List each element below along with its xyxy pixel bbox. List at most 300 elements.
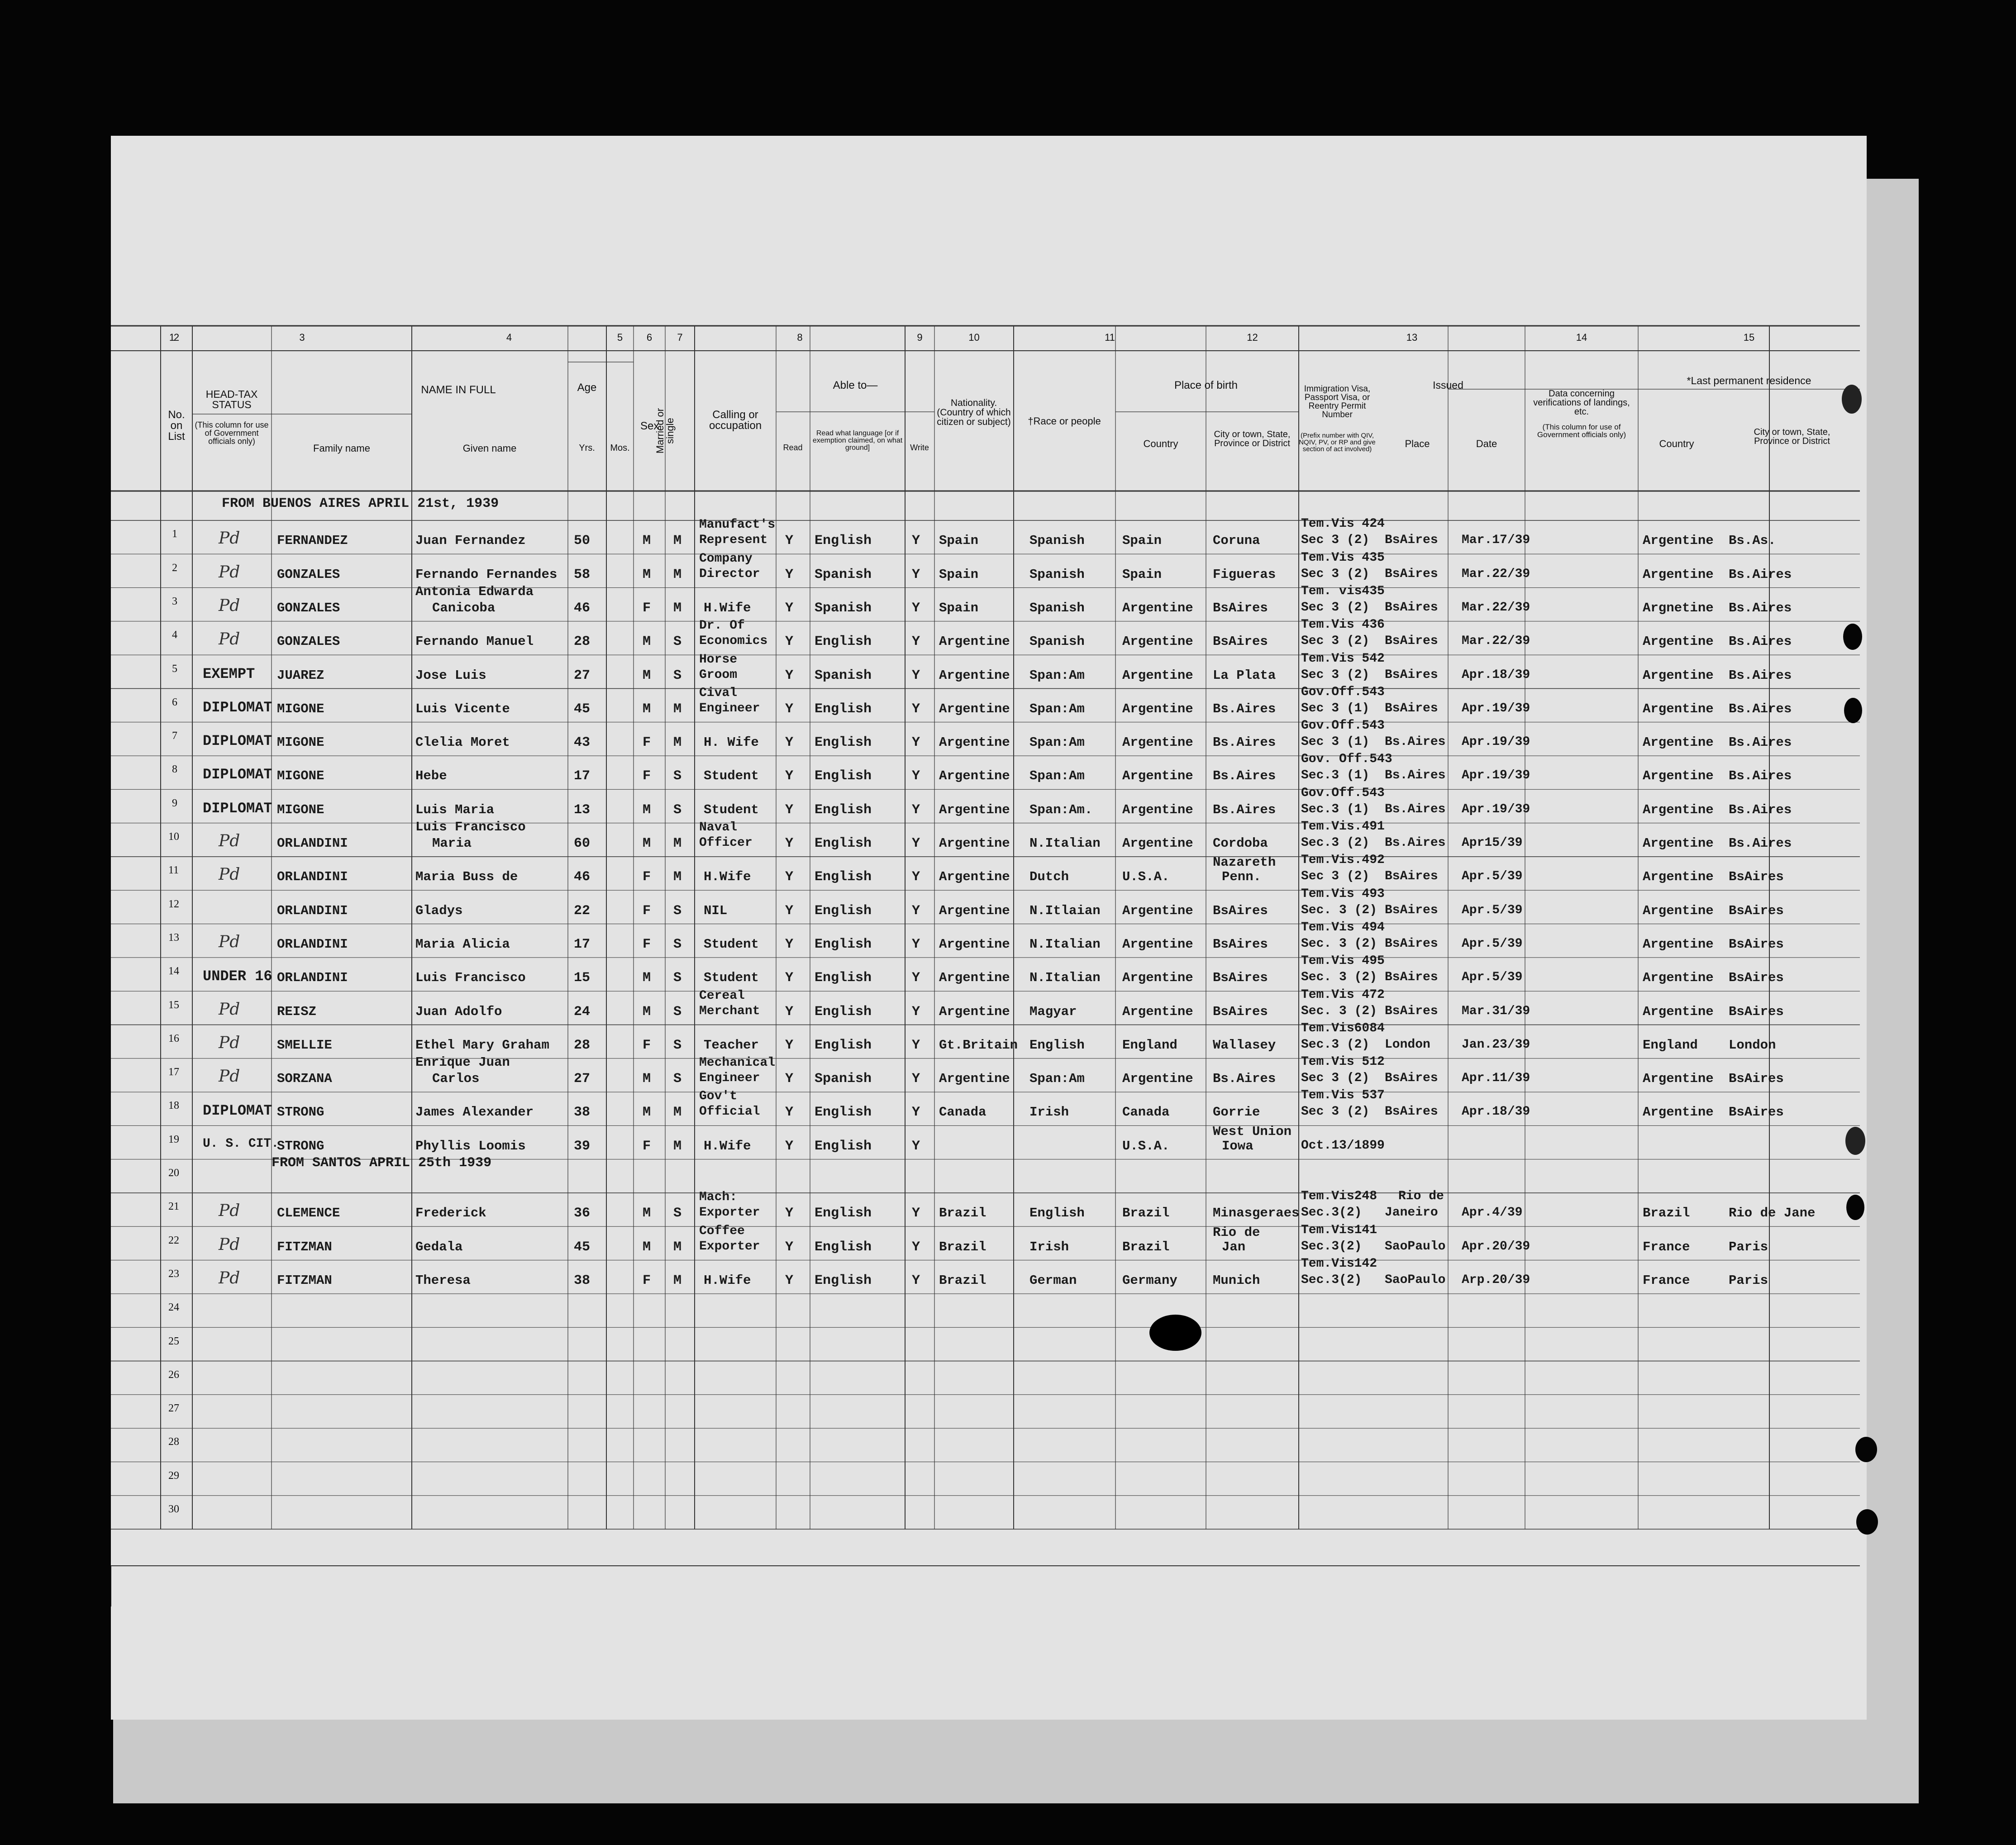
row-number: 6 bbox=[172, 696, 177, 708]
birth-country: Argentine bbox=[1122, 970, 1193, 986]
nationality: Argentine bbox=[939, 735, 1010, 750]
row-number: 20 bbox=[168, 1167, 179, 1179]
nationality: Argentine bbox=[939, 903, 1010, 918]
visa-section: Sec. 3 (2) bbox=[1301, 903, 1377, 917]
row-number: 16 bbox=[168, 1032, 179, 1044]
occupation: H.Wife bbox=[704, 869, 751, 885]
nationality: Spain bbox=[939, 567, 979, 582]
given-name: Fernando Fernandes bbox=[415, 567, 558, 582]
visa-number: Tem.Vis 472 bbox=[1301, 987, 1385, 1002]
column-number: 15 bbox=[1743, 332, 1755, 343]
can-read: Y bbox=[785, 936, 794, 952]
column-number: 8 bbox=[797, 332, 803, 343]
occupation: Company bbox=[699, 551, 753, 566]
residence-city: Bs.Aires bbox=[1729, 600, 1792, 615]
marital-status: S bbox=[673, 634, 682, 650]
visa-number: Gov.Off.543 bbox=[1301, 685, 1385, 699]
can-write: Y bbox=[912, 869, 920, 885]
family-name: SMELLIE bbox=[277, 1037, 332, 1053]
age-years: 38 bbox=[574, 1273, 591, 1288]
head-tax-status: DIPLOMAT bbox=[203, 800, 272, 817]
residence-country: Argentine bbox=[1643, 802, 1714, 817]
header-no-on-list: No. on List bbox=[168, 409, 185, 443]
punch-hole bbox=[1844, 698, 1862, 723]
issued-date: Apr.5/39 bbox=[1462, 869, 1523, 884]
marital-status: M bbox=[673, 1273, 682, 1288]
column-number: 6 bbox=[646, 332, 653, 343]
column-number: 5 bbox=[617, 332, 623, 343]
occupation: Cival bbox=[699, 686, 738, 700]
visa-section: Sec 3 (1) bbox=[1301, 735, 1370, 749]
row-number: 9 bbox=[172, 797, 177, 809]
residence-city: Bs.Aires bbox=[1729, 836, 1792, 851]
nationality: Brazil bbox=[939, 1206, 987, 1221]
ink-blot bbox=[1149, 1315, 1201, 1351]
race: Magyar bbox=[1029, 1004, 1077, 1019]
read-language: English bbox=[815, 1239, 872, 1255]
residence-city: BsAires bbox=[1729, 1071, 1784, 1087]
visa-number: Tem.Vis 512 bbox=[1301, 1055, 1385, 1069]
head-tax-status: Pd bbox=[219, 1000, 240, 1019]
header-family-name: Family name bbox=[313, 443, 370, 454]
can-write: Y bbox=[912, 1138, 920, 1154]
row-number: 21 bbox=[168, 1201, 179, 1213]
age-years: 27 bbox=[574, 667, 591, 683]
issued-place: Bs.Aires bbox=[1385, 802, 1446, 816]
sex: M bbox=[643, 836, 651, 851]
issued-date: Apr.5/39 bbox=[1462, 936, 1523, 951]
can-write: Y bbox=[912, 836, 920, 851]
column-number: 2 bbox=[173, 332, 180, 343]
visa-section: Sec.3(2) bbox=[1301, 1273, 1362, 1287]
marital-status: S bbox=[673, 1037, 682, 1053]
can-write: Y bbox=[912, 1239, 920, 1255]
head-tax-status: Pd bbox=[219, 1033, 240, 1052]
row-number: 22 bbox=[168, 1234, 179, 1246]
residence-city: Paris bbox=[1729, 1273, 1768, 1288]
row-number: 24 bbox=[168, 1302, 179, 1314]
head-tax-status: Pd bbox=[219, 1201, 240, 1220]
age-years: 46 bbox=[574, 869, 591, 885]
birth-city: BsAires bbox=[1213, 634, 1268, 649]
row-number: 1 bbox=[172, 528, 177, 540]
row-number: 14 bbox=[168, 965, 179, 977]
occupation: Student bbox=[704, 802, 759, 817]
column-number: 7 bbox=[677, 332, 683, 343]
given-name: Luis Francisco bbox=[415, 820, 526, 834]
read-language: Spanish bbox=[815, 600, 872, 616]
age-years: 28 bbox=[574, 634, 591, 650]
header-country2: Country bbox=[1659, 438, 1694, 449]
family-name: FITZMAN bbox=[277, 1273, 332, 1288]
residence-country: Argentine bbox=[1643, 735, 1714, 750]
issued-date: Apr.19/39 bbox=[1462, 735, 1530, 749]
birth-country: Canada bbox=[1122, 1105, 1170, 1120]
residence-city: Bs.As. bbox=[1729, 533, 1776, 548]
residence-country: Argentine bbox=[1643, 936, 1714, 952]
occupation: Groom bbox=[699, 667, 738, 682]
can-write: Y bbox=[912, 1206, 920, 1221]
issued-date: Apr.5/39 bbox=[1462, 903, 1523, 917]
birth-country: Brazil bbox=[1122, 1239, 1170, 1254]
column-number: 1 bbox=[169, 332, 175, 343]
visa-number: Tem.Vis 537 bbox=[1301, 1088, 1385, 1103]
header-head-tax-note: (This column for use of Government officials only) bbox=[195, 420, 269, 446]
can-read: Y bbox=[785, 567, 794, 582]
residence-city: Bs.Aires bbox=[1729, 634, 1792, 649]
issued-date: Mar.22/39 bbox=[1462, 600, 1530, 615]
residence-city: BsAires bbox=[1729, 903, 1784, 918]
residence-country: Argentine bbox=[1643, 970, 1714, 986]
can-read: Y bbox=[785, 1071, 794, 1087]
punch-hole bbox=[1855, 1437, 1877, 1462]
header-date: Date bbox=[1476, 438, 1497, 449]
issued-place: Rio de bbox=[1398, 1189, 1444, 1204]
marital-status: M bbox=[673, 600, 682, 616]
birth-country: U.S.A. bbox=[1122, 1138, 1170, 1154]
birth-country: Argentine bbox=[1122, 836, 1193, 851]
row-number: 10 bbox=[168, 831, 179, 843]
sex: M bbox=[643, 567, 651, 582]
given-name: Juan Adolfo bbox=[415, 1004, 502, 1019]
visa-section: Sec. 3 (2) bbox=[1301, 1004, 1377, 1018]
occupation: H.Wife bbox=[704, 600, 751, 615]
residence-country: Argentine bbox=[1643, 1004, 1714, 1019]
nationality: Argentine bbox=[939, 667, 1010, 683]
residence-country: Argentine bbox=[1643, 903, 1714, 918]
head-tax-status: Pd bbox=[219, 563, 240, 582]
nationality: Argentine bbox=[939, 634, 1010, 649]
visa-section: Sec 3 (2) bbox=[1301, 533, 1370, 548]
sex: F bbox=[643, 768, 651, 784]
can-read: Y bbox=[785, 1206, 794, 1221]
issued-place: BsAires bbox=[1385, 936, 1438, 951]
residence-city: BsAires bbox=[1729, 1004, 1784, 1019]
visa-section: Sec. 3 (2) bbox=[1301, 936, 1377, 951]
issued-place: London bbox=[1385, 1037, 1430, 1052]
row-number: 26 bbox=[168, 1368, 179, 1381]
residence-country: Argentine bbox=[1643, 768, 1714, 784]
header-married-single: Married or single bbox=[654, 408, 676, 454]
sex: M bbox=[643, 970, 651, 986]
marital-status: M bbox=[673, 735, 682, 751]
residence-country: France bbox=[1643, 1239, 1690, 1254]
race: Dutch bbox=[1029, 869, 1069, 885]
sex: F bbox=[643, 903, 651, 919]
family-name: ORLANDINI bbox=[277, 936, 348, 952]
family-name: GONZALES bbox=[277, 567, 340, 582]
occupation: Naval bbox=[699, 820, 738, 834]
issued-date: Mar.31/39 bbox=[1462, 1004, 1530, 1018]
birth-city: Nazareth bbox=[1213, 855, 1276, 870]
age-years: 15 bbox=[574, 970, 591, 986]
issued-date: Apr.19/39 bbox=[1462, 802, 1530, 816]
residence-country: Argentine bbox=[1643, 869, 1714, 885]
family-name: STRONG bbox=[277, 1138, 324, 1154]
row-number: 29 bbox=[168, 1469, 179, 1482]
birth-country: Argentine bbox=[1122, 600, 1193, 615]
age-years: 60 bbox=[574, 836, 591, 851]
given-name: Juan Fernandez bbox=[415, 533, 526, 548]
sex: M bbox=[643, 802, 651, 818]
nationality: Argentine bbox=[939, 936, 1010, 952]
given-name: Antonia Edwarda bbox=[415, 584, 534, 599]
issued-place: BsAires bbox=[1385, 701, 1438, 715]
row-number: 5 bbox=[172, 663, 177, 675]
age-years: 58 bbox=[574, 567, 591, 582]
birth-country: Argentine bbox=[1122, 1004, 1193, 1019]
visa-number: Tem.Vis 494 bbox=[1301, 920, 1385, 934]
issued-date: Mar.22/39 bbox=[1462, 634, 1530, 648]
read-language: English bbox=[815, 970, 872, 986]
age-years: 36 bbox=[574, 1206, 591, 1221]
header-country: Country bbox=[1143, 438, 1178, 449]
marital-status: S bbox=[673, 903, 682, 919]
residence-city: Paris bbox=[1729, 1239, 1768, 1254]
visa-number: Gov.Off.543 bbox=[1301, 719, 1385, 733]
visa-section: Sec 3 (2) bbox=[1301, 567, 1370, 581]
occupation: Teacher bbox=[704, 1037, 759, 1053]
given-name: James Alexander bbox=[415, 1105, 534, 1120]
head-tax-status: DIPLOMAT bbox=[203, 699, 272, 716]
marital-status: S bbox=[673, 1206, 682, 1221]
read-language: English bbox=[815, 634, 872, 650]
column-number: 11 bbox=[1105, 332, 1115, 343]
family-name: STRONG bbox=[277, 1105, 324, 1120]
given-name: Luis Vicente bbox=[415, 701, 510, 716]
occupation: Mechanical bbox=[699, 1056, 776, 1070]
issued-place: BsAires bbox=[1385, 634, 1438, 648]
family-name: GONZALES bbox=[277, 634, 340, 649]
nationality: Brazil bbox=[939, 1239, 987, 1254]
can-write: Y bbox=[912, 600, 920, 616]
occupation: Mach: bbox=[699, 1190, 738, 1205]
given-name: Jose Luis bbox=[415, 667, 486, 683]
issued-place: BsAires bbox=[1385, 567, 1438, 581]
occupation: Horse bbox=[699, 652, 738, 667]
visa-section: Sec.3(2) bbox=[1301, 1239, 1362, 1254]
race: N.Italian bbox=[1029, 836, 1101, 851]
sex: M bbox=[643, 701, 651, 717]
column-number: 10 bbox=[968, 332, 980, 343]
residence-city: Bs.Aires bbox=[1729, 802, 1792, 817]
nationality: Canada bbox=[939, 1105, 987, 1120]
can-read: Y bbox=[785, 768, 794, 784]
sex: F bbox=[643, 1138, 651, 1154]
marital-status: M bbox=[673, 533, 682, 549]
marital-status: M bbox=[673, 567, 682, 582]
birth-country: Argentine bbox=[1122, 735, 1193, 750]
row-number: 28 bbox=[168, 1436, 179, 1448]
head-tax-status: DIPLOMAT bbox=[203, 733, 272, 750]
sex: M bbox=[643, 1105, 651, 1120]
can-write: Y bbox=[912, 1105, 920, 1120]
read-language: English bbox=[815, 802, 872, 818]
family-name: MIGONE bbox=[277, 735, 324, 750]
read-language: Spanish bbox=[815, 667, 872, 683]
marital-status: S bbox=[673, 667, 682, 683]
column-number: 4 bbox=[506, 332, 512, 343]
marital-status: S bbox=[673, 802, 682, 818]
header-given-name: Given name bbox=[462, 443, 517, 454]
can-write: Y bbox=[912, 667, 920, 683]
can-write: Y bbox=[912, 634, 920, 650]
occupation: H.Wife bbox=[704, 1138, 751, 1154]
race: English bbox=[1029, 1206, 1085, 1221]
head-tax-status: Pd bbox=[219, 932, 240, 951]
header-issued: Issued bbox=[1433, 379, 1463, 391]
read-language: English bbox=[815, 1037, 872, 1053]
residence-city: Bs.Aires bbox=[1729, 768, 1792, 784]
issued-date: Apr.18/39 bbox=[1462, 667, 1530, 682]
nationality: Argentine bbox=[939, 970, 1010, 986]
given-name: Frederick bbox=[415, 1206, 486, 1221]
race: Spanish bbox=[1029, 533, 1085, 548]
issued-place: Bs.Aires bbox=[1385, 735, 1446, 749]
can-write: Y bbox=[912, 701, 920, 717]
header-nationality: Nationality. (Country of which citizen or subject) bbox=[937, 398, 1011, 427]
birth-city: BsAires bbox=[1213, 970, 1268, 986]
age-years: 38 bbox=[574, 1105, 591, 1120]
residence-city: BsAires bbox=[1729, 1105, 1784, 1120]
residence-city: Bs.Aires bbox=[1729, 567, 1792, 582]
birth-country: Argentine bbox=[1122, 1071, 1193, 1087]
issued-date: Mar.17/39 bbox=[1462, 533, 1530, 548]
birth-city: Penn. bbox=[1222, 869, 1262, 885]
birth-city: BsAires bbox=[1213, 1004, 1268, 1019]
occupation: Engineer bbox=[699, 701, 760, 715]
birth-city: Cordoba bbox=[1213, 836, 1268, 851]
family-name: ORLANDINI bbox=[277, 836, 348, 851]
marital-status: M bbox=[673, 836, 682, 851]
read-language: English bbox=[815, 836, 872, 851]
race: Span:Am bbox=[1029, 735, 1085, 750]
header-place: Place bbox=[1405, 438, 1430, 449]
section-heading: FROM BUENOS AIRES APRIL 21st, 1939 bbox=[222, 496, 499, 511]
residence-city: Bs.Aires bbox=[1729, 667, 1792, 683]
marital-status: S bbox=[673, 936, 682, 952]
visa-number: Tem.Vis 542 bbox=[1301, 651, 1385, 666]
sex: F bbox=[643, 1037, 651, 1053]
row-number: 13 bbox=[168, 931, 179, 944]
family-name: FITZMAN bbox=[277, 1239, 332, 1254]
family-name: MIGONE bbox=[277, 701, 324, 716]
can-read: Y bbox=[785, 970, 794, 986]
head-tax-status: Pd bbox=[219, 630, 240, 649]
row-number: 17 bbox=[168, 1066, 179, 1078]
head-tax-status: DIPLOMAT bbox=[203, 1102, 272, 1120]
visa-number: Tem.Vis 436 bbox=[1301, 618, 1385, 632]
can-write: Y bbox=[912, 802, 920, 818]
birth-city: Rio de bbox=[1213, 1225, 1260, 1240]
nationality: Argentine bbox=[939, 701, 1010, 716]
can-write: Y bbox=[912, 567, 920, 582]
race: Spanish bbox=[1029, 600, 1085, 615]
table-grid bbox=[111, 136, 1867, 1720]
row-number: 11 bbox=[168, 864, 179, 877]
residence-country: France bbox=[1643, 1273, 1690, 1288]
column-number: 14 bbox=[1576, 332, 1587, 343]
header-yrs: Yrs. bbox=[579, 443, 595, 453]
read-language: English bbox=[815, 1138, 872, 1154]
occupation: Official bbox=[699, 1105, 760, 1119]
age-years: 46 bbox=[574, 600, 591, 616]
row-number: 4 bbox=[172, 629, 177, 641]
given-name: Gedala bbox=[415, 1239, 463, 1254]
issued-place: SaoPaulo bbox=[1385, 1239, 1446, 1254]
read-language: English bbox=[815, 1273, 872, 1288]
head-tax-status: DIPLOMAT bbox=[203, 766, 272, 783]
given-name: Theresa bbox=[415, 1273, 471, 1288]
occupation: Exporter bbox=[699, 1239, 760, 1254]
head-tax-status: Pd bbox=[219, 865, 240, 884]
given-name: Maria Alicia bbox=[415, 936, 510, 952]
row-number: 12 bbox=[168, 898, 179, 910]
issued-place: Bs.Aires bbox=[1385, 836, 1446, 850]
residence-country: Argentine bbox=[1643, 836, 1714, 851]
family-name: MIGONE bbox=[277, 802, 324, 817]
marital-status: M bbox=[673, 701, 682, 717]
head-tax-status: Pd bbox=[219, 1235, 240, 1254]
age-years: 27 bbox=[574, 1071, 591, 1087]
race: Span:Am bbox=[1029, 701, 1085, 716]
sex: F bbox=[643, 869, 651, 885]
visa-section: Sec.3(2) bbox=[1301, 1206, 1362, 1220]
birth-country: Argentine bbox=[1122, 634, 1193, 649]
visa-section: Sec.3 (1) bbox=[1301, 802, 1370, 816]
birth-city: Bs.Aires bbox=[1213, 802, 1276, 817]
age-years: 45 bbox=[574, 701, 591, 717]
given-name: Luis Maria bbox=[415, 802, 495, 817]
given-name: Clelia Moret bbox=[415, 735, 510, 750]
issued-date: Apr15/39 bbox=[1462, 836, 1523, 850]
residence-city: BsAires bbox=[1729, 869, 1784, 885]
header-write: Write bbox=[910, 443, 929, 452]
can-write: Y bbox=[912, 903, 920, 919]
occupation: Represent bbox=[699, 533, 768, 548]
birth-city: BsAires bbox=[1213, 600, 1268, 615]
read-language: English bbox=[815, 1004, 872, 1020]
header-read-lang: Read what language [or if exemption claimed, on what ground] bbox=[812, 429, 903, 452]
birth-city: BsAires bbox=[1213, 903, 1268, 918]
occupation: Student bbox=[704, 936, 759, 952]
marital-status: S bbox=[673, 1004, 682, 1020]
race: N.Italian bbox=[1029, 970, 1101, 986]
head-tax-status: Pd bbox=[219, 529, 240, 548]
issued-place: BsAires bbox=[1385, 1004, 1438, 1018]
sex: M bbox=[643, 634, 651, 650]
family-name: GONZALES bbox=[277, 600, 340, 615]
header-city2: City or town, State, Province or District bbox=[1754, 427, 1830, 446]
punch-hole bbox=[1845, 1127, 1865, 1155]
visa-section: Sec 3 (2) bbox=[1301, 1071, 1370, 1086]
sex: F bbox=[643, 735, 651, 751]
family-name: SORZANA bbox=[277, 1071, 332, 1087]
visa-number: Tem.Vis141 bbox=[1301, 1223, 1377, 1237]
occupation: Exporter bbox=[699, 1206, 760, 1220]
visa-number: Tem.Vis142 bbox=[1301, 1256, 1377, 1271]
race: Irish bbox=[1029, 1239, 1069, 1254]
nationality: Gt.Britain bbox=[939, 1037, 1018, 1053]
row-number: 19 bbox=[168, 1133, 179, 1145]
row-number: 7 bbox=[172, 730, 177, 742]
residence-city: BsAires bbox=[1729, 970, 1784, 986]
issued-place: BsAires bbox=[1385, 533, 1438, 548]
given-name: Maria bbox=[432, 836, 472, 851]
age-years: 22 bbox=[574, 903, 591, 919]
can-write: Y bbox=[912, 1273, 920, 1288]
birth-country: Argentine bbox=[1122, 701, 1193, 716]
